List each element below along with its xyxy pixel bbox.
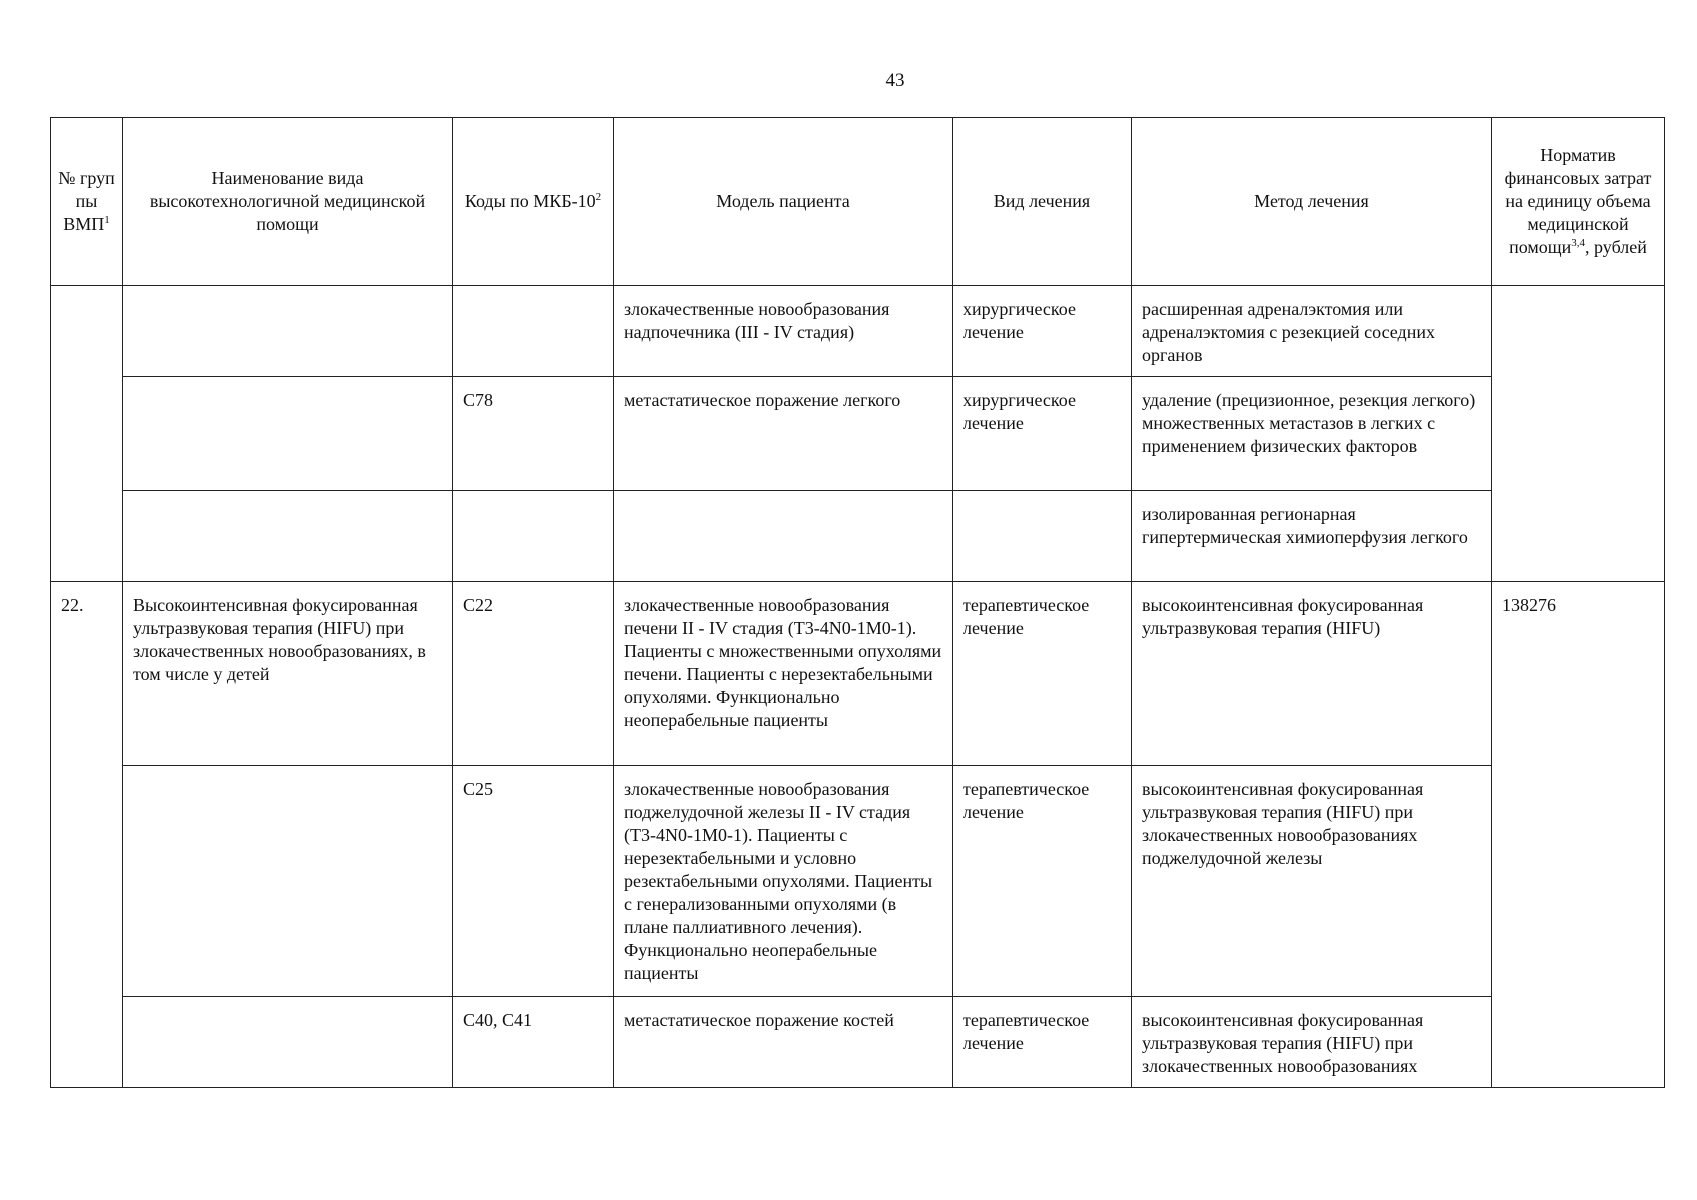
header-treatment-type: Вид лечения [953,118,1132,286]
cell-method: высокоинтенсивная фокусированная ультразвуковая терапия (HIFU) при злокачественных новообразованиях [1132,997,1492,1088]
cell-name [123,997,453,1088]
cell-model: метастатическое поражение костей [614,997,953,1088]
cell-treatment-type: терапевтическое лечение [953,766,1132,997]
cell-treatment-type: хирургическое лечение [953,377,1132,491]
cell-method: высокоинтенсивная фокусированная ультразвуковая терапия (HIFU) при злокачественных новообразованиях поджелудочной железы [1132,766,1492,997]
table-row [51,491,1665,582]
cell-name [123,286,453,377]
cell-model: метастатическое поражение легкого [614,377,953,491]
cell-name [123,491,453,582]
cell-method: расширенная адреналэктомия или адреналэктомия с резекцией соседних органов [1132,286,1492,377]
header-model: Модель пациента [614,118,953,286]
cell-name [123,377,453,491]
header-name: Наименование вида высокотехнологичной медицинской помощи [123,118,453,286]
table-row [51,766,1665,997]
cell-norm: 138276 [1492,582,1665,1088]
header-codes: Коды по МКБ-$10^2$ [453,118,614,286]
cell-treatment-type [953,491,1132,582]
table-row [51,377,1665,491]
table-row [51,997,1665,1088]
cell-treatment-type: хирургическое лечение [953,286,1132,377]
cell-group-no: 22. [51,582,123,1088]
cell-code [453,286,614,377]
page-number: 43 [885,70,905,91]
cell-norm [1492,286,1665,582]
cell-model: злокачественные новообразования печени II - IV стадия (T3-4N0-1M0-1). Пациенты с множественными опухолями печени. Пациенты с нерезектабельными опухолями. Функционально неоперабельные пациенты [614,582,953,766]
cell-method: удаление (прецизионное, резекция легкого) множественных метастазов в легких с применением физических факторов [1132,377,1492,491]
cell-method: изолированная регионарная гипертермическая химиоперфузия легкого [1132,491,1492,582]
cell-name [123,766,453,997]
cell-model: злокачественные новообразования поджелудочной железы II - IV стадия (T3-4N0-1M0-1). Пациенты с нерезектабельными и условно резектабельными опухолями. Пациенты с генерализованными опухолями (в плане паллиативного лечения). Функционально неоперабельные пациенты [614,766,953,997]
cell-code: C22 [453,582,614,766]
cell-model: злокачественные новообразования надпочечника (III - IV стадия) [614,286,953,377]
table-row [51,582,1665,766]
cell-code: C78 [453,377,614,491]
cell-model [614,491,953,582]
table-row [51,286,1665,377]
cell-code [453,491,614,582]
table-header-row [51,118,1665,286]
vmp-table [50,117,1665,1088]
cell-group-no [51,286,123,582]
cell-treatment-type: терапевтическое лечение [953,582,1132,766]
header-method: Метод лечения [1132,118,1492,286]
cell-treatment-type: терапевтическое лечение [953,997,1132,1088]
cell-name: Высокоинтенсивная фокусированная ультразвуковая терапия (HIFU) при злокачественных новообразованиях, в том числе у детей [123,582,453,766]
cell-code: C40, C41 [453,997,614,1088]
cell-code: C25 [453,766,614,997]
header-norm: Норматив финансовых затрат на единицу объема медицинской помощи$^{3,4}$, рублей [1492,118,1665,286]
cell-method: высокоинтенсивная фокусированная ультразвуковая терапия (HIFU) [1132,582,1492,766]
header-group-no: № груп пы ВМП$^1$ [51,118,123,286]
